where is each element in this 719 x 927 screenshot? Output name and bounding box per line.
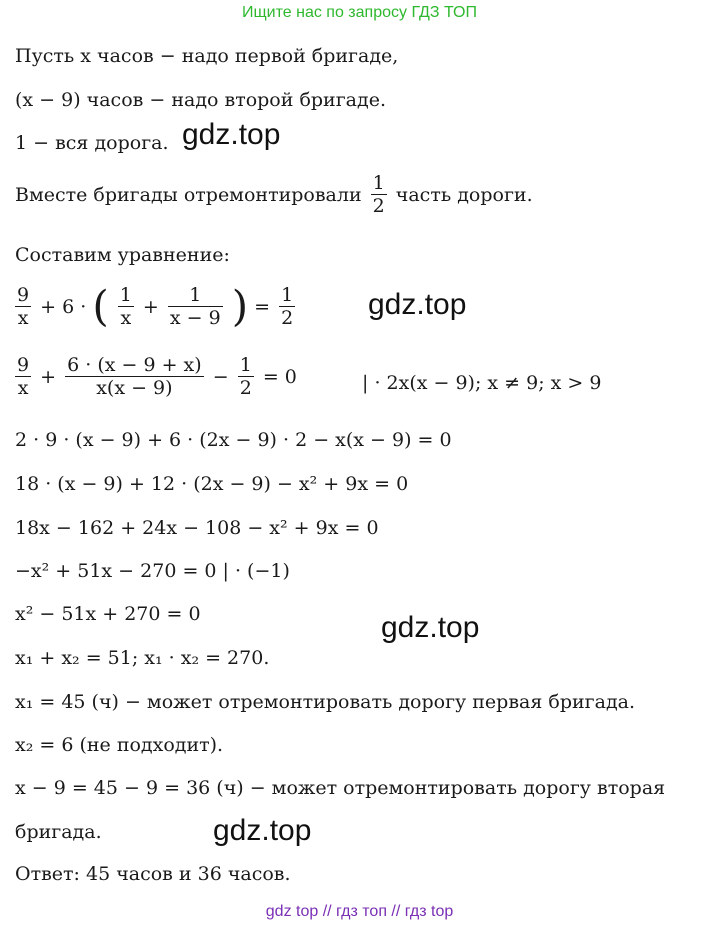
eq1-fraction-3 bbox=[168, 284, 223, 329]
eq2-f2-den: x(x − 9) bbox=[65, 376, 204, 399]
eq1-fraction-half bbox=[279, 284, 295, 329]
equation-10: x₂ = 6 (не подходит). bbox=[15, 734, 224, 756]
equation-7: x² − 51x + 270 = 0 bbox=[15, 603, 201, 625]
text-line-5: Составим уравнение: bbox=[15, 244, 230, 266]
text-line-3: 1 − вся дорога. bbox=[15, 132, 169, 154]
equation-3: 2 · 9 · (x − 9) + 6 · (2x − 9) · 2 − x(x − 9) = 0 bbox=[15, 429, 452, 451]
fraction-one-half bbox=[371, 172, 387, 217]
eq2-fraction-2 bbox=[65, 354, 204, 399]
eq2-half-num: 1 bbox=[239, 354, 252, 376]
eq2-fraction-1 bbox=[15, 354, 31, 399]
eq1-f3-num: 1 bbox=[189, 284, 202, 306]
eq1-close-paren: ) bbox=[231, 281, 249, 331]
text-line-4 bbox=[15, 172, 533, 217]
eq1-plus: + bbox=[142, 295, 159, 318]
eq2-fraction-half bbox=[238, 354, 254, 399]
eq2-f1-num: 9 bbox=[17, 354, 30, 376]
eq1-half-den: 2 bbox=[281, 307, 294, 329]
watermark-3: gdz.top bbox=[381, 611, 480, 644]
equation-6: −x² + 51x − 270 = 0 | · (−1) bbox=[15, 560, 290, 582]
eq2-f1-den: x bbox=[15, 376, 31, 399]
watermark-2: gdz.top bbox=[368, 288, 467, 321]
eq1-fraction-1 bbox=[15, 284, 31, 329]
equation-2 bbox=[15, 354, 297, 399]
equation-5: 18x − 162 + 24x − 108 − x² + 9x = 0 bbox=[15, 517, 379, 539]
eq1-f1-den: x bbox=[15, 306, 31, 329]
eq1-f3-den: x − 9 bbox=[169, 307, 221, 329]
watermark-1: gdz.top bbox=[182, 118, 281, 151]
eq1-f2-den: x bbox=[118, 306, 134, 329]
text-line-4-start: Вместе бригады отремонтировали bbox=[15, 183, 362, 206]
eq2-f2-num: 6 · (x − 9 + x) bbox=[67, 354, 202, 376]
answer-line: Ответ: 45 часов и 36 часов. bbox=[15, 863, 291, 885]
eq2-condition: | · 2x(x − 9); x ≠ 9; x > 9 bbox=[362, 372, 602, 394]
eq2-half-den: 2 bbox=[239, 377, 252, 399]
eq1-equals: = bbox=[254, 295, 271, 318]
top-banner[interactable]: Ищите нас по запросу ГДЗ ТОП bbox=[242, 4, 477, 21]
text-line-1: Пусть x часов − надо первой бригаде, bbox=[15, 45, 399, 67]
equation-9: x₁ = 45 (ч) − может отремонтировать дорогу первая бригада. bbox=[15, 691, 636, 713]
eq1-half-num: 1 bbox=[281, 284, 294, 306]
fraction-numerator: 1 bbox=[372, 172, 385, 194]
fraction-denominator: 2 bbox=[372, 195, 385, 217]
eq1-fraction-2 bbox=[118, 284, 134, 329]
equation-12: бригада. bbox=[15, 821, 102, 843]
equation-4: 18 · (x − 9) + 12 · (2x − 9) − x² + 9x = 0 bbox=[15, 473, 409, 495]
eq1-f2-num: 1 bbox=[119, 284, 132, 306]
eq1-mid: + 6 · bbox=[40, 295, 87, 318]
eq2-minus: − bbox=[212, 365, 229, 388]
equation-1 bbox=[15, 281, 298, 331]
watermark-4: gdz.top bbox=[213, 814, 312, 847]
equation-11: x − 9 = 45 − 9 = 36 (ч) − может отремонтировать дорогу вторая bbox=[15, 777, 666, 799]
footer-links[interactable]: gdz top // гдз топ // гдз top bbox=[265, 903, 454, 920]
eq1-f1-num: 9 bbox=[17, 284, 30, 306]
eq1-open-paren: ( bbox=[92, 281, 109, 331]
eq2-tail: = 0 bbox=[262, 365, 297, 388]
text-line-4-end: часть дороги. bbox=[395, 183, 533, 206]
text-line-2: (x − 9) часов − надо второй бригаде. bbox=[15, 89, 386, 111]
equation-8: x₁ + x₂ = 51; x₁ · x₂ = 270. bbox=[15, 647, 270, 669]
eq2-plus: + bbox=[40, 365, 57, 388]
